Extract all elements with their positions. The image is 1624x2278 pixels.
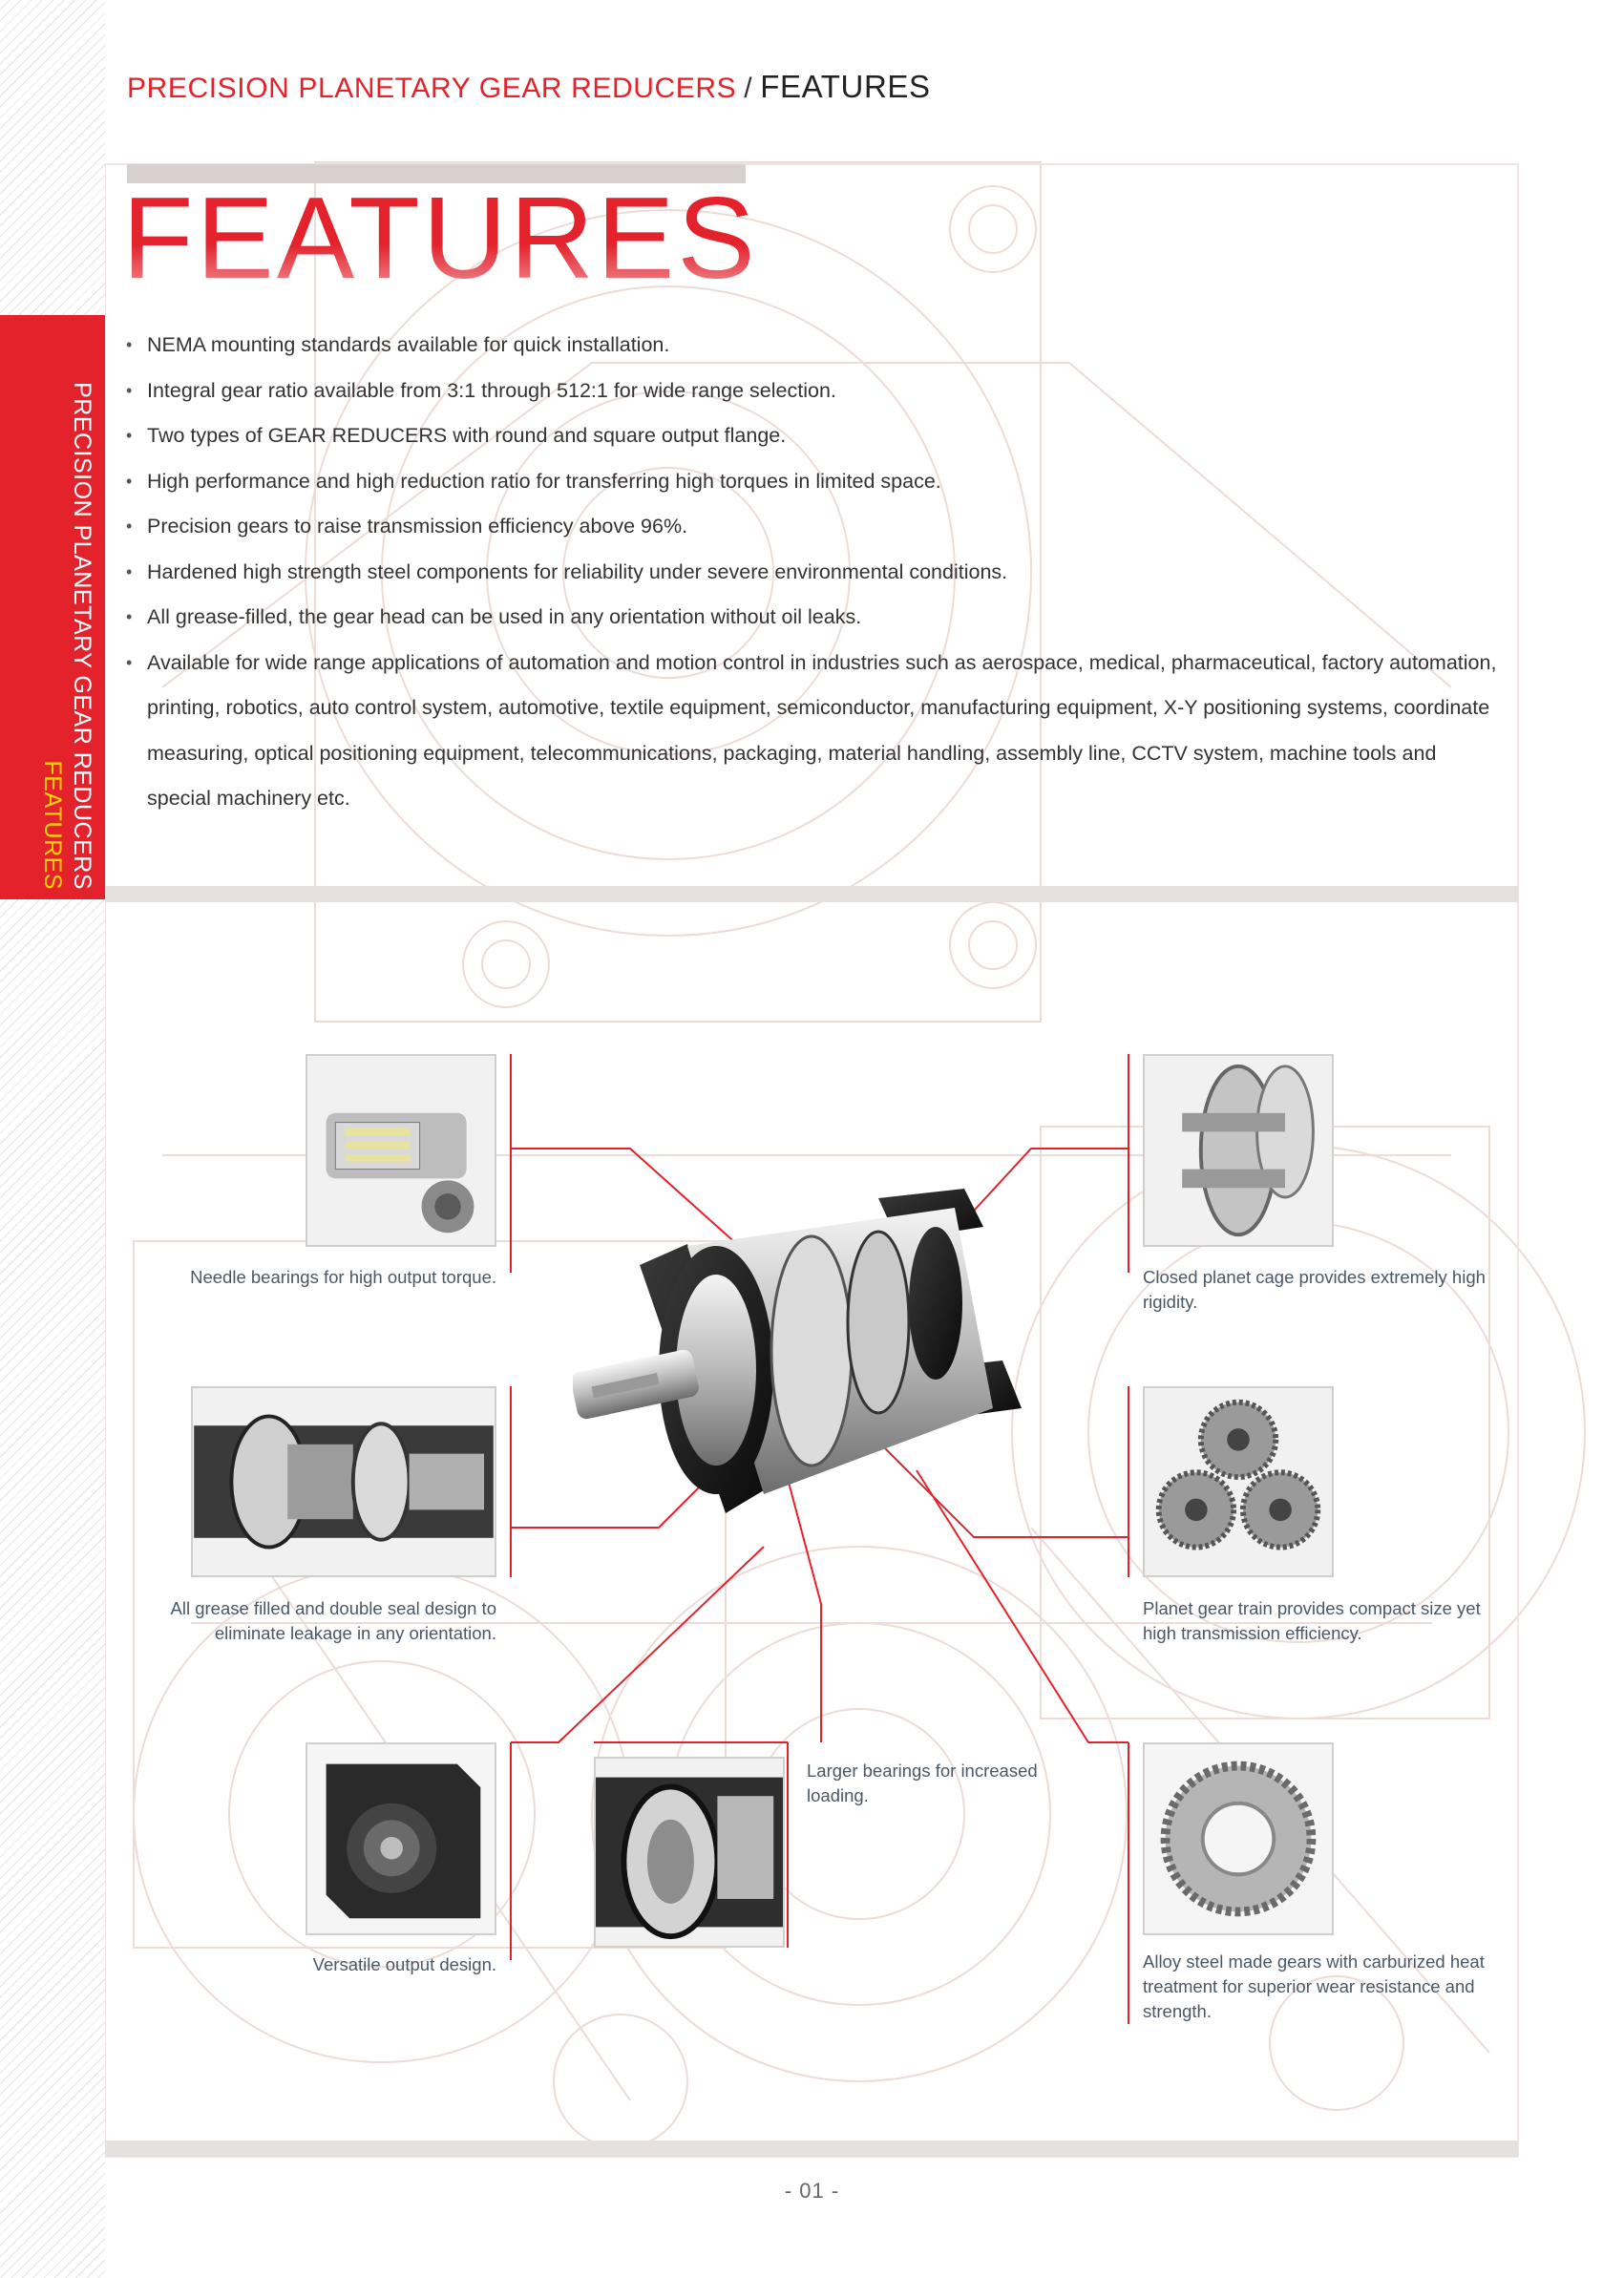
- feature-item: • Hardened high strength steel components for reliability under severe environmental conditions.: [126, 550, 1501, 596]
- photo-versatile-output: [306, 1742, 496, 1935]
- header-separator: /: [744, 73, 753, 104]
- page-header: [127, 69, 931, 105]
- side-tab-text: [37, 336, 96, 890]
- feature-item: • Available for wide range applications of automation and motion control in industries such as aerospace, medical, pharmaceutical, factory automation, printing, robotics, auto control system, automotive, textile equipment, semiconductor, manufacturing equipment, X-Y positioning systems, coordinate measuring, optical positioning equipment, telecommunications, packaging, material handling, assembly line, CCTV system, machine tools and special machinery etc.: [126, 641, 1501, 822]
- photo-larger-bearings: [594, 1757, 785, 1948]
- photo-needle-bearings: [306, 1054, 496, 1247]
- caption-planet-gear-train: Planet gear train provides compact size yet high transmission efficiency.: [1143, 1598, 1481, 1643]
- section-divider: [105, 886, 1518, 902]
- caption-planet-cage: Closed planet cage provides extremely high rigidity.: [1143, 1267, 1486, 1312]
- feature-list: [126, 323, 1501, 822]
- header-subsection-title: FEATURES: [760, 69, 931, 104]
- feature-item: • High performance and high reduction ratio for transferring high torques in limited space.: [126, 459, 1501, 505]
- gear-reducer-main-illustration: [573, 1170, 1050, 1599]
- feature-item: • Two types of GEAR REDUCERS with round and square output flange.: [126, 413, 1501, 459]
- page-number: - 01 -: [784, 2179, 840, 2203]
- caption-larger-bearings: Larger bearings for increased loading.: [807, 1761, 1038, 1805]
- photo-planet-cage: [1143, 1054, 1334, 1247]
- photo-planet-gear-train: [1143, 1386, 1334, 1577]
- feature-item: • Precision gears to raise transmission efficiency above 96%.: [126, 504, 1501, 550]
- feature-item: • NEMA mounting standards available for quick installation.: [126, 323, 1501, 369]
- page-title: FEATURES: [122, 173, 758, 303]
- caption-needle-bearings: Needle bearings for high output torque.: [190, 1267, 496, 1287]
- side-tab-line1: PRECISION PLANETARY GEAR REDUCERS: [69, 382, 95, 890]
- side-tab-line2: FEATURES: [39, 760, 66, 890]
- footer-divider: [105, 2141, 1518, 2157]
- feature-item: • All grease-filled, the gear head can be used in any orientation without oil leaks.: [126, 595, 1501, 641]
- caption-alloy-gears: Alloy steel made gears with carburized heat treatment for superior wear resistance and strength.: [1143, 1951, 1485, 2021]
- caption-grease-seal: All grease filled and double seal design to eliminate leakage in any orientation.: [170, 1598, 496, 1643]
- feature-item: • Integral gear ratio available from 3:1 through 512:1 for wide range selection.: [126, 369, 1501, 414]
- header-section-title: PRECISION PLANETARY GEAR REDUCERS: [127, 73, 737, 104]
- caption-versatile-output: Versatile output design.: [312, 1954, 496, 1974]
- photo-grease-seal: [191, 1386, 496, 1577]
- photo-alloy-gears: [1143, 1742, 1334, 1935]
